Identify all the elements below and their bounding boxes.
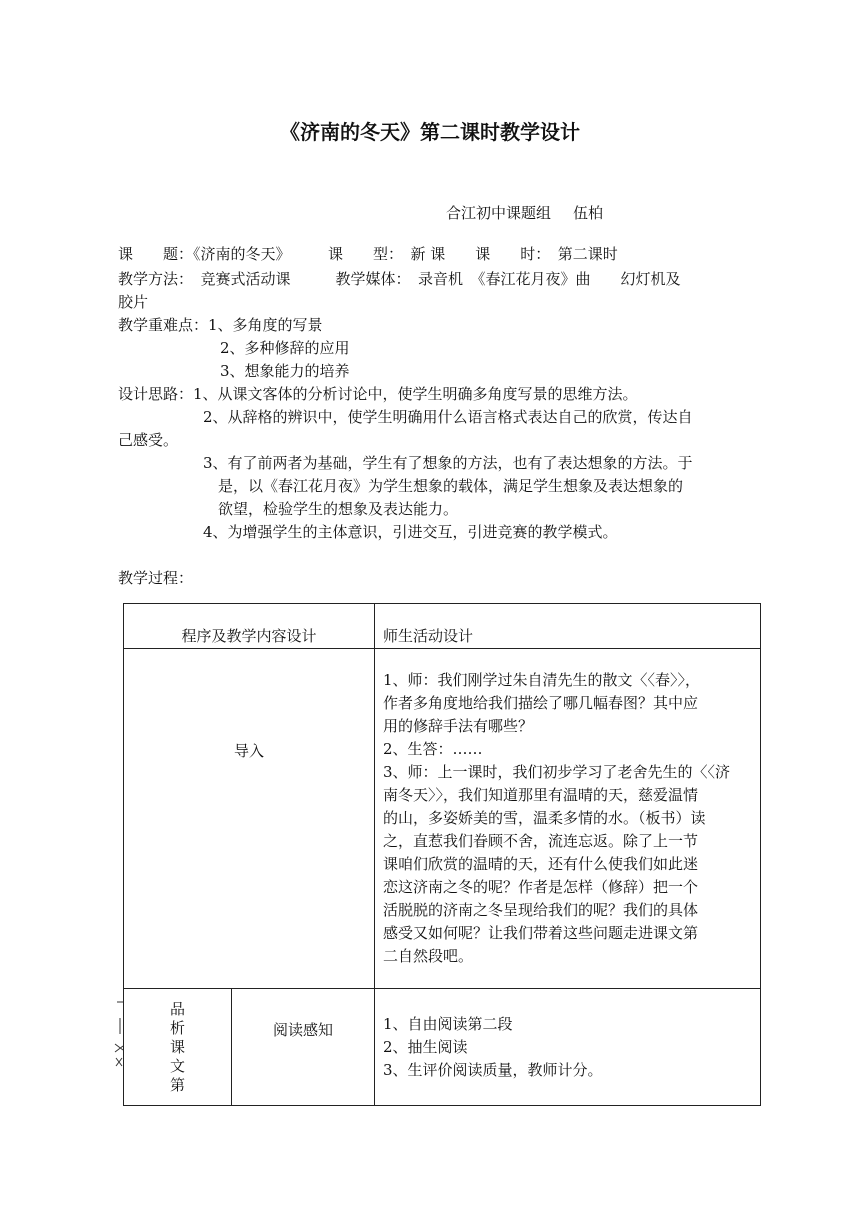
focus-line-1: 教学重难点：1、多角度的写景 xyxy=(118,316,323,334)
reading-label: 阅读感知 xyxy=(273,1020,334,1039)
author-line xyxy=(446,202,603,223)
header-left: 程序及教学内容设计 xyxy=(124,604,375,649)
intro-label: 导入 xyxy=(234,742,265,760)
intro-line: 南冬天〉〉，我们知道那里有温晴的天，慈爱温情 xyxy=(383,786,699,804)
intro-line: 的山，多姿娇美的雪，温柔多情的水。（板书）读 xyxy=(383,809,706,827)
vertical-char: 课 xyxy=(169,1037,185,1056)
row-label-intro xyxy=(124,649,375,989)
meta-line-method: 教学方法： 竞赛式活动课 教学媒体： 录音机 《春江花月夜》曲 幻灯机及 xyxy=(118,270,681,288)
lesson-table xyxy=(123,603,761,1106)
margin-marks xyxy=(113,1000,127,1070)
vertical-char: 第 xyxy=(169,1075,185,1094)
intro-line: 二自然段吧。 xyxy=(383,947,474,965)
design-line-2: 2、从辞格的辨识中，使学生明确用什么语言格式表达自己的欣赏，传达自 xyxy=(203,408,693,426)
row-label-reading xyxy=(232,989,375,1106)
intro-line: 之，直惹我们眷顾不舍，流连忘返。除了上一节 xyxy=(383,832,699,850)
design-line-3-cont-b: 欲望，检验学生的想象及表达能力。 xyxy=(218,500,459,518)
intro-line: 1、师：我们刚学过朱自清先生的散文〈〈春〉〉， xyxy=(383,671,701,689)
meta-line-method-cont: 胶片 xyxy=(118,293,149,311)
design-line-1: 设计思路：1、从课文客体的分析讨论中，使学生明确多角度写景的思维方法。 xyxy=(118,385,638,403)
author-group: 合江初中课题组 xyxy=(446,204,552,222)
intro-line: 感受又如何呢？让我们带着这些问题走进课文第 xyxy=(383,924,699,942)
author-name: 伍柏 xyxy=(573,204,604,222)
intro-line: 2、生答：…… xyxy=(383,740,483,758)
table-row xyxy=(124,649,761,989)
intro-line: 用的修辞手法有哪些？ xyxy=(383,717,534,735)
vertical-char: 文 xyxy=(169,1056,185,1075)
intro-line: 恋这济南之冬的呢？作者是怎样（修辞）把一个 xyxy=(383,878,699,896)
intro-content xyxy=(375,649,761,989)
focus-line-3: 3、想象能力的培养 xyxy=(220,362,350,380)
table-row xyxy=(124,989,761,1106)
intro-line: 3、师：上一课时，我们初步学习了老舍先生的〈〈济 xyxy=(383,763,731,781)
design-line-3-cont-a: 是，以《春江花月夜》为学生想象的载体，满足学生想象及表达想象的 xyxy=(218,477,684,495)
document-title: 《济南的冬天》第二课时教学设计 xyxy=(280,120,580,144)
table-header-row xyxy=(124,604,761,649)
design-line-3: 3、有了前两者为基础，学生有了想象的方法，也有了表达想象的方法。于 xyxy=(203,454,693,472)
intro-line: 课咱们欣赏的温晴的天，还有什么使我们如此迷 xyxy=(383,855,699,873)
reading-line: 2、抽生阅读 xyxy=(383,1037,468,1056)
row-label-analysis xyxy=(124,989,232,1106)
vertical-char: 析 xyxy=(169,1018,185,1037)
vertical-char: 品 xyxy=(169,999,185,1018)
reading-line: 1、自由阅读第二段 xyxy=(383,1014,513,1033)
design-line-2-cont: 己感受。 xyxy=(118,431,179,449)
header-right: 师生活动设计 xyxy=(375,604,761,649)
meta-line-course: 课 题：《济南的冬天》 课 型： 新 课 课 时： 第二课时 xyxy=(118,245,618,263)
intro-line: 活脱脱的济南之冬呈现给我们的呢？我们的具体 xyxy=(383,901,699,919)
design-line-4: 4、为增强学生的主体意识，引进交互，引进竞赛的教学模式。 xyxy=(203,523,618,541)
process-heading: 教学过程： xyxy=(118,569,194,587)
reading-line: 3、生评价阅读质量，教师计分。 xyxy=(383,1060,603,1079)
focus-line-2: 2、多种修辞的应用 xyxy=(220,339,350,357)
intro-line: 作者多角度地给我们描绘了哪几幅春图？其中应 xyxy=(383,694,699,712)
reading-content xyxy=(375,989,761,1106)
